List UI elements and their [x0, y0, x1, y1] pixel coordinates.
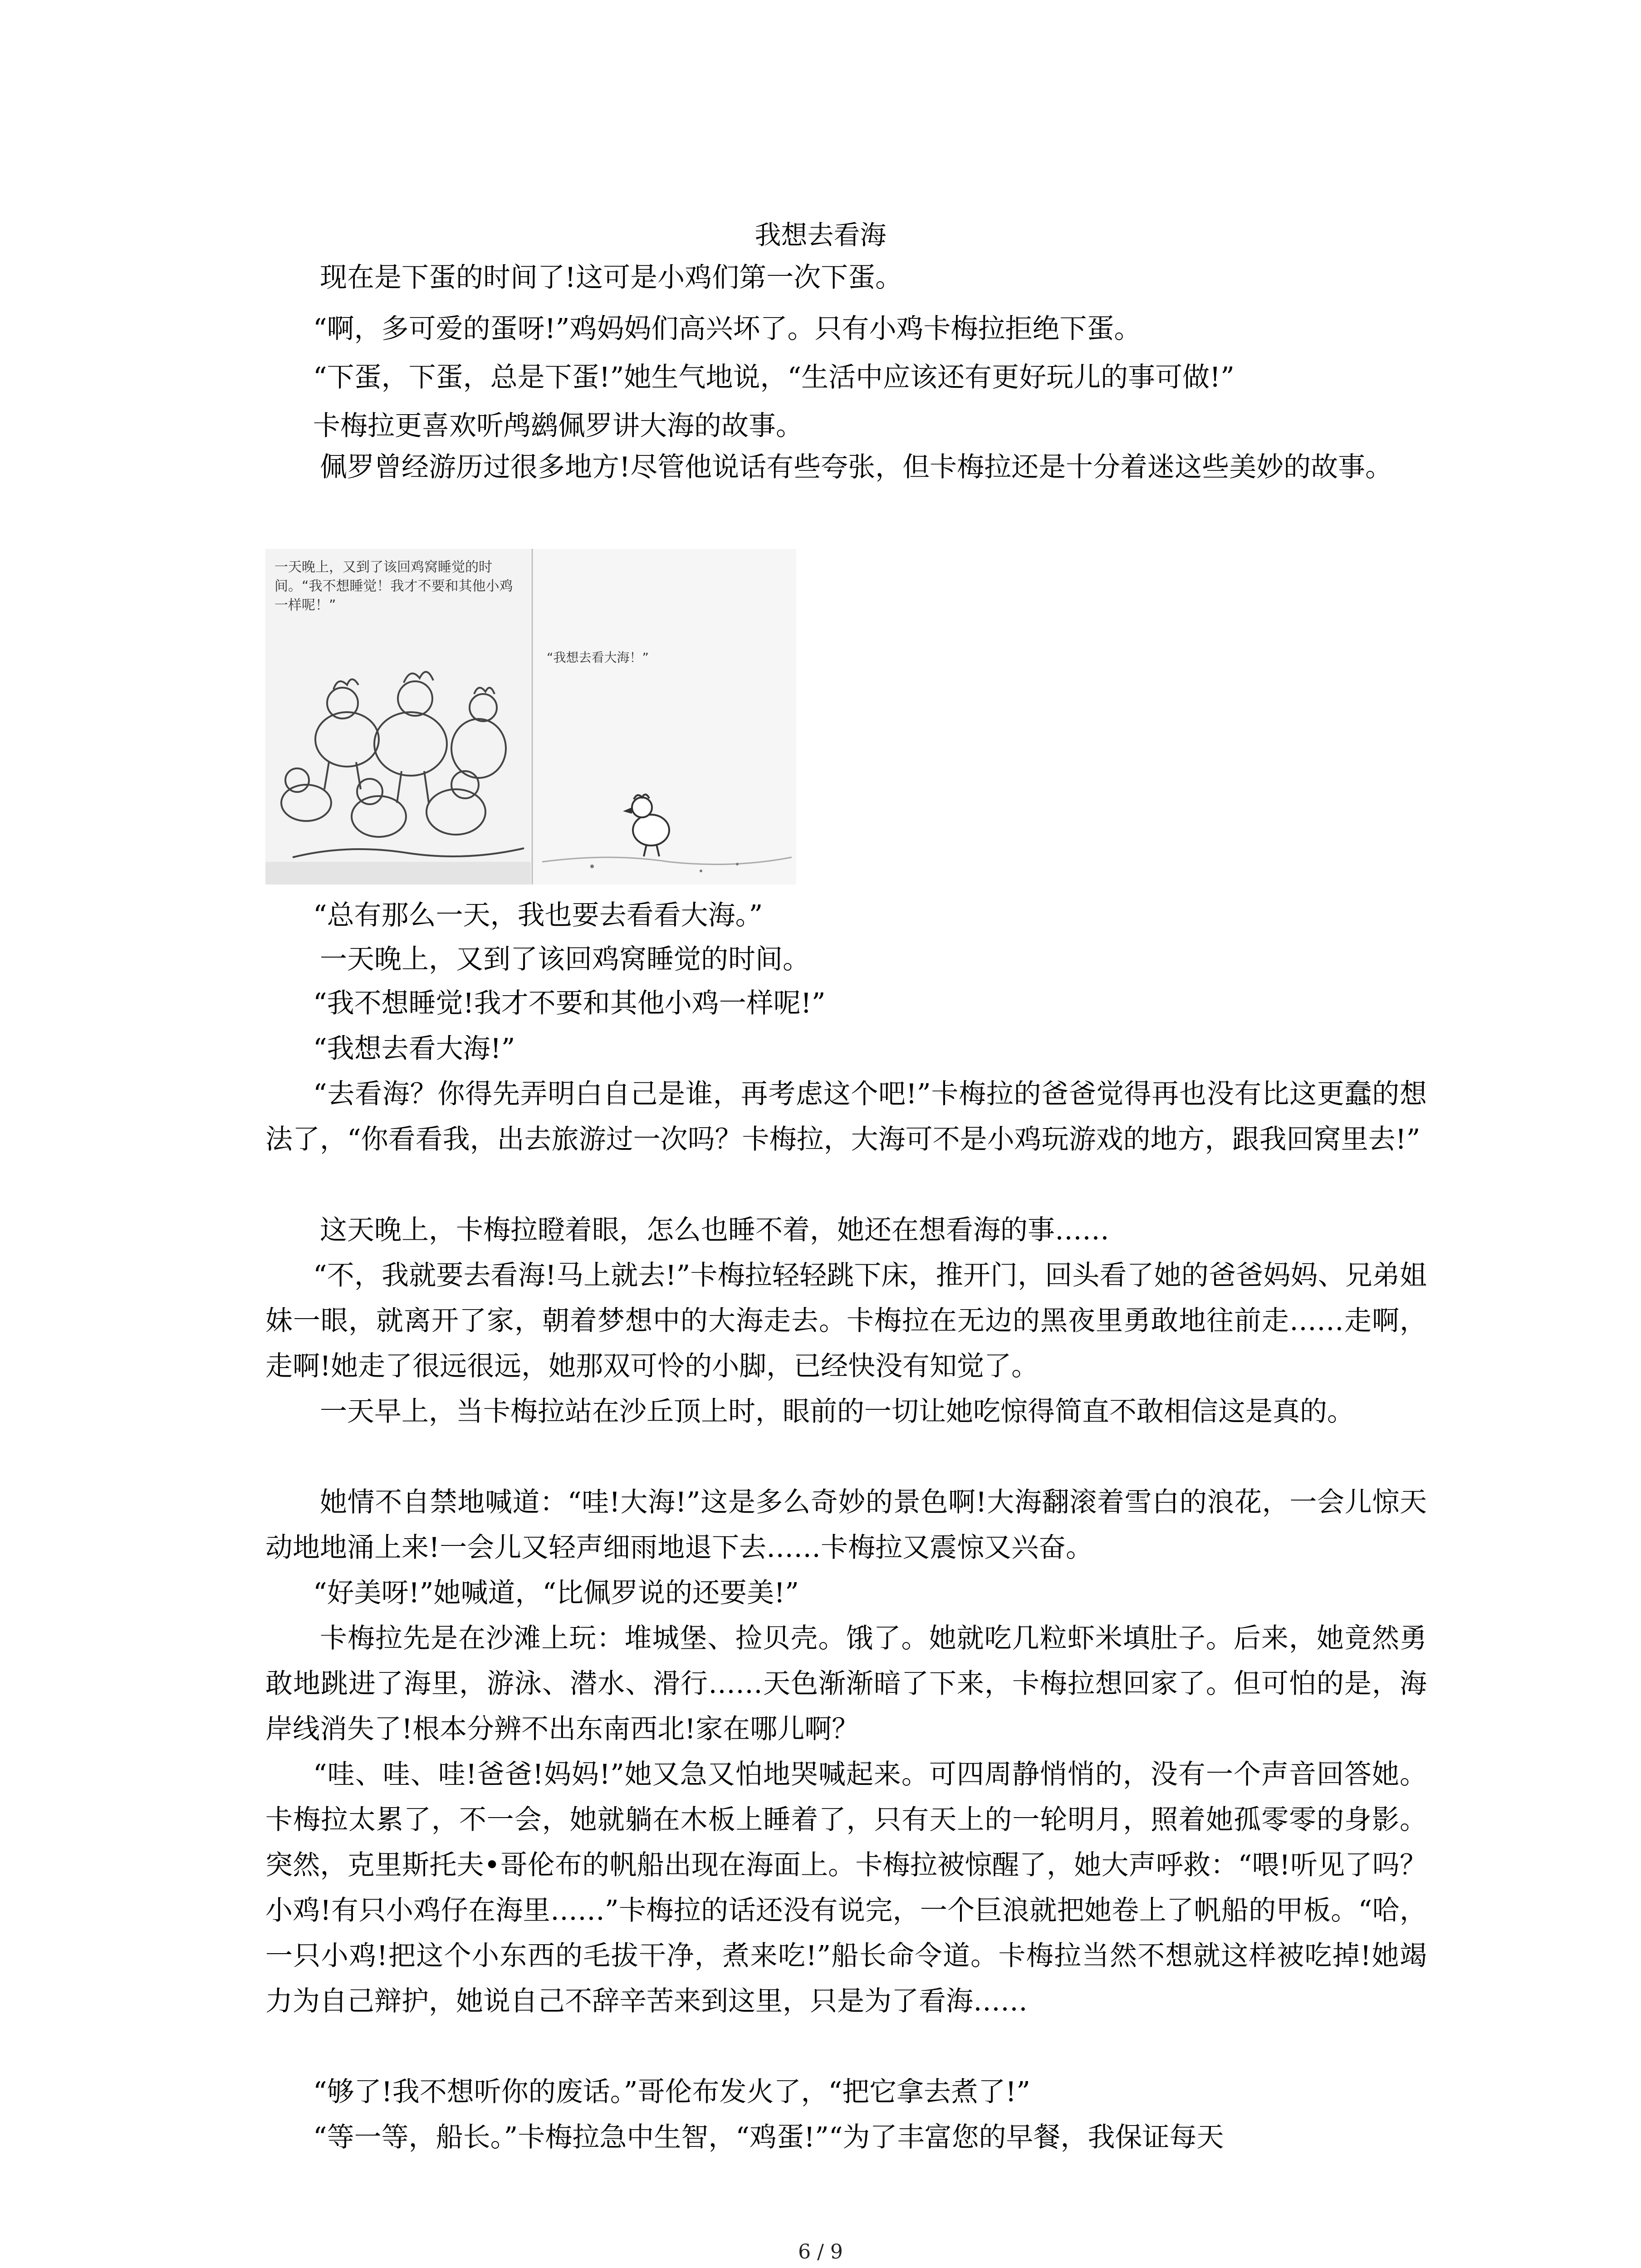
- paragraph: “不，我就要去看海!马上就去!”卡梅拉轻轻跳下床，推开门，回头看了她的爸爸妈妈、兄弟姐妹一眼，就离开了家，朝着梦想中的大海走去。卡梅拉在无边的黑夜里勇敢地往前走……走啊，走啊!她走了很远很远，她那双可怜的小脚，已经快没有知觉了。: [265, 1260, 1427, 1382]
- paragraph: 她情不自禁地喊道：“哇!大海!”这是多么奇妙的景色啊!大海翻滚着雪白的浪花，一会儿惊天动地地涌上来!一会儿又轻声细雨地退下去……卡梅拉又震惊又兴奋。: [265, 1486, 1427, 1564]
- paragraph: “哇、哇、哇!爸爸!妈妈!”她又急又怕地哭喊起来。可四周静悄悄的，没有一个声音回答她。卡梅拉太累了，不一会，她就躺在木板上睡着了，只有天上的一轮明月，照着她孤零零的身影。突然，克里斯托夫•哥伦布的帆船出现在海面上。卡梅拉被惊醒了，她大声呼救：“喂!听见了吗？小鸡!有只小鸡仔在海里……”卡梅拉的话还没有说完，一个巨浪就把她卷上了帆船的甲板。“哈，一只小鸡!把这个小东西的毛拔干净，煮来吃!”船长命令道。卡梅拉当然不想就这样被吃掉!她竭力为自己辩护，她说自己不辞辛苦来到这里，只是为了看海……: [265, 1759, 1427, 2017]
- paragraph: “够了!我不想听你的废话。”哥伦布发火了，“把它拿去煮了!”: [313, 2076, 1030, 2108]
- page-number: 6 / 9: [798, 2240, 843, 2263]
- paragraph: 这天晚上，卡梅拉瞪着眼，怎么也睡不着，她还在想看海的事……: [320, 1214, 1109, 1246]
- paragraph: 一天早上，当卡梅拉站在沙丘顶上时，眼前的一切让她吃惊得简直不敢相信这是真的。: [320, 1396, 1354, 1427]
- illustration-drawing: [265, 549, 796, 885]
- paragraph: “等一等，船长。”卡梅拉急中生智，“鸡蛋!”“为了丰富您的早餐，我保证每天: [313, 2121, 1224, 2153]
- story-title: 我想去看海: [754, 220, 887, 250]
- story-illustration: [265, 549, 796, 885]
- left-panel-caption: 一天晚上，又到了该回鸡窝睡觉的时间。“我不想睡觉！我才不要和其他小鸡一样呢！”: [274, 559, 513, 613]
- right-panel-caption: “我想去看大海！”: [547, 650, 649, 665]
- paragraph: “我想去看大海!”: [313, 1033, 515, 1065]
- paragraph: “下蛋，下蛋，总是下蛋!”她生气地说，“生活中应该还有更好玩儿的事可做!”: [313, 362, 1234, 393]
- paragraph: “我不想睡觉!我才不要和其他小鸡一样呢!”: [313, 987, 826, 1019]
- paragraph: “总有那么一天，我也要去看看大海。”: [313, 899, 763, 931]
- paragraph: 一天晚上，又到了该回鸡窝睡觉的时间。: [320, 943, 810, 975]
- paragraph: “好美呀!”她喊道，“比佩罗说的还要美!”: [313, 1577, 799, 1609]
- paragraph: “啊，多可爱的蛋呀!”鸡妈妈们高兴坏了。只有小鸡卡梅拉拒绝下蛋。: [313, 313, 1141, 345]
- paragraph: 卡梅拉先是在沙滩上玩：堆城堡、捡贝壳。饿了。她就吃几粒虾米填肚子。后来，她竟然勇敢地跳进了海里，游泳、潜水、滑行……天色渐渐暗了下来，卡梅拉想回家了。但可怕的是，海岸线消失了!根本分辨不出东南西北!家在哪儿啊？: [265, 1623, 1427, 1745]
- paragraph: 卡梅拉更喜欢听鸬鹚佩罗讲大海的故事。: [313, 410, 803, 442]
- paragraph: 现在是下蛋的时间了!这可是小鸡们第一次下蛋。: [320, 262, 903, 293]
- paragraph: “去看海？你得先弄明白自己是谁，再考虑这个吧!”卡梅拉的爸爸觉得再也没有比这更蠢的想法了，“你看看我，出去旅游过一次吗？卡梅拉，大海可不是小鸡玩游戏的地方，跟我回窝里去!”: [265, 1078, 1427, 1155]
- paragraph: 佩罗曾经游历过很多地方!尽管他说话有些夸张，但卡梅拉还是十分着迷这些美妙的故事。: [320, 451, 1393, 483]
